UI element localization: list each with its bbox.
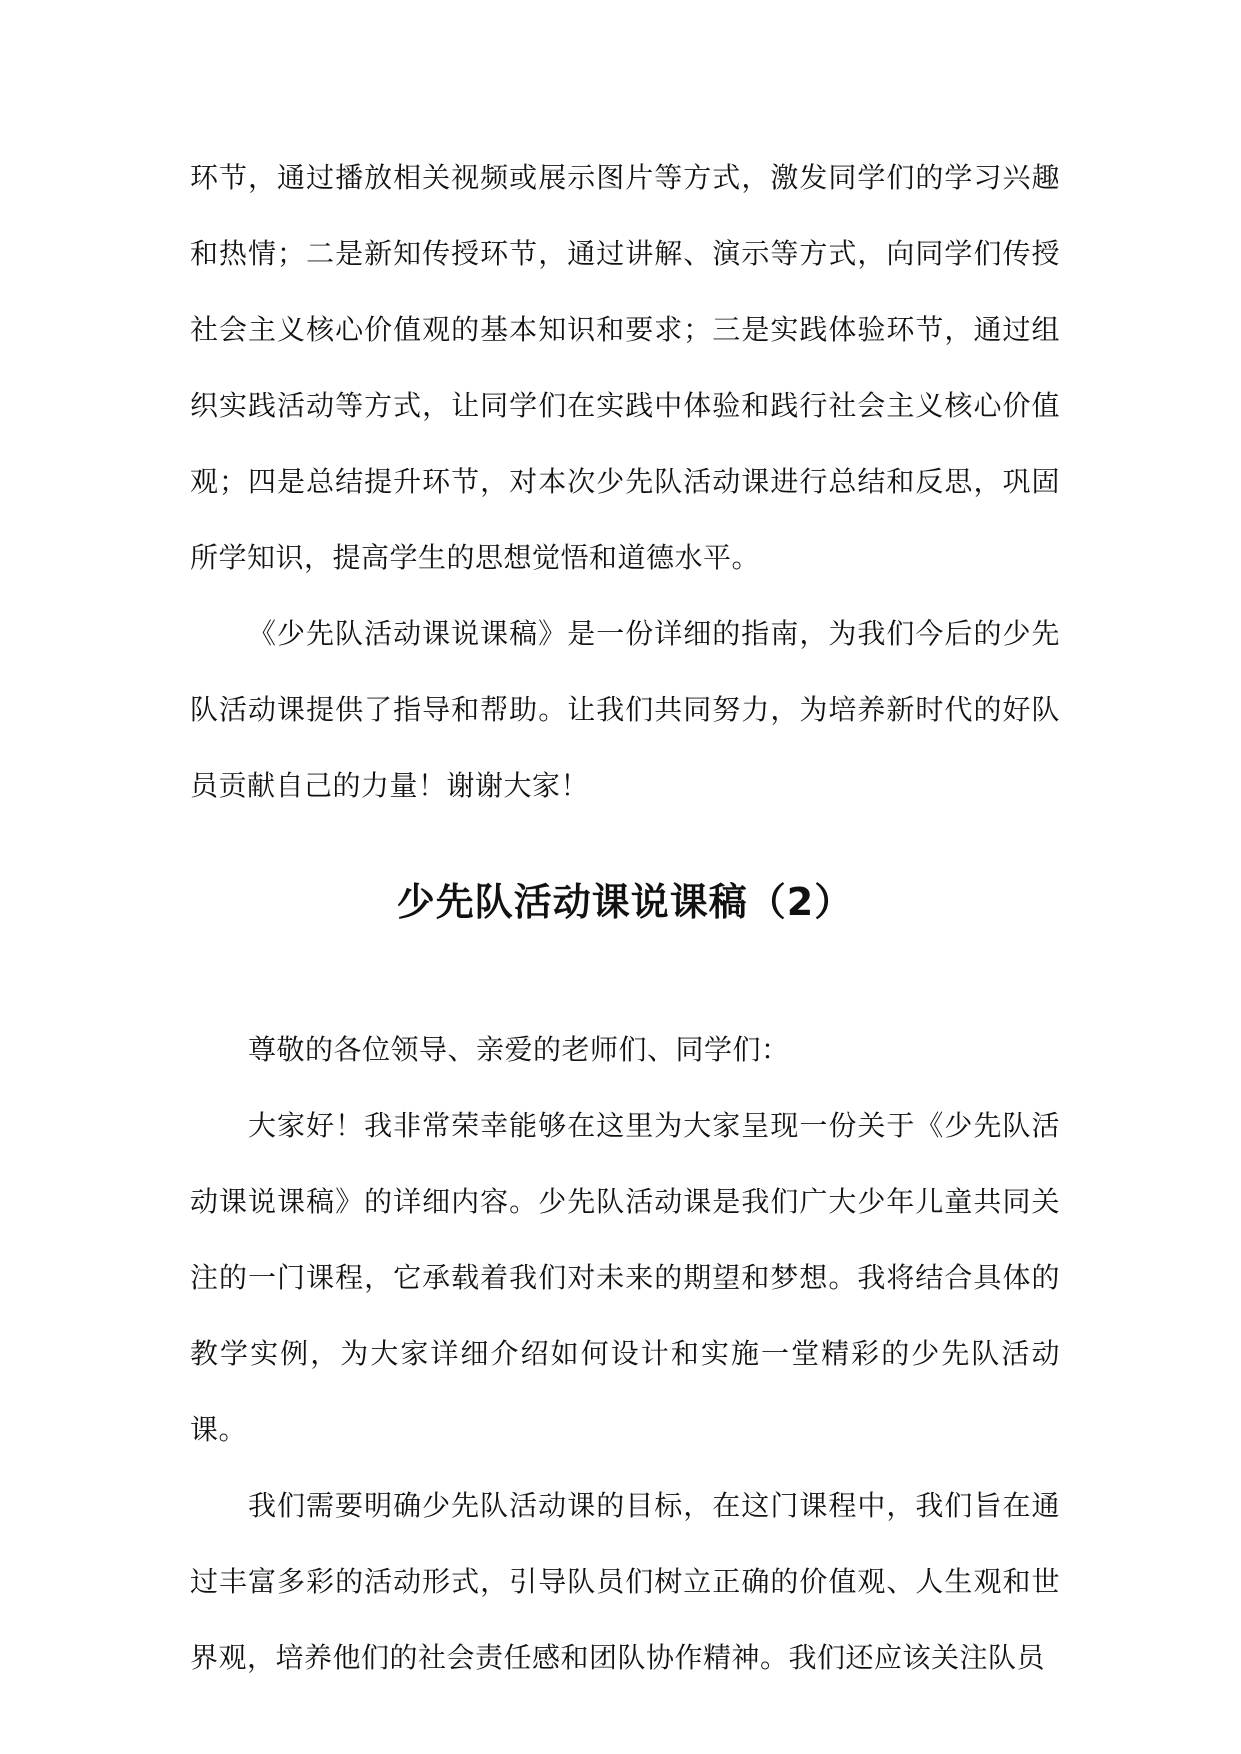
paragraph-salutation: 尊敬的各位领导、亲爱的老师们、同学们： — [248, 1033, 790, 1066]
paragraph-intro: 大家好！我非常荣幸能够在这里为大家呈现一份关于《少先队活动课说课稿》的详细内容。少先队活动课是我们广大少年儿童共同关注的一门课程，它承载着我们对未来的期望和梦想。我将结合具体的教学实例，为大家详细介绍如何设计和实施一堂精彩的少先队活动课。 — [190, 1109, 1060, 1446]
section-2 — [190, 862, 1060, 1696]
paragraph-conclusion: 《少先队活动课说课稿》是一份详细的指南，为我们今后的少先队活动课提供了指导和帮助。让我们共同努力，为培养新时代的好队员贡献自己的力量！谢谢大家！ — [190, 617, 1060, 802]
paragraph-goals: 我们需要明确少先队活动课的目标，在这门课程中，我们旨在通过丰富多彩的活动形式，引导队员们树立正确的价值观、人生观和世界观，培养他们的社会责任感和团队协作精神。我们还应该关注队员 — [190, 1489, 1060, 1674]
paragraph-continuation: 环节，通过播放相关视频或展示图片等方式，激发同学们的学习兴趣和热情；二是新知传授环节，通过讲解、演示等方式，向同学们传授社会主义核心价值观的基本知识和要求；三是实践体验环节，通过组织实践活动等方式，让同学们在实践中体验和践行社会主义核心价值观；四是总结提升环节，对本次少先队活动课进行总结和反思，巩固所学知识，提高学生的思想觉悟和道德水平。 — [190, 161, 1060, 574]
section-title: 少先队活动课说课稿（2） — [396, 880, 854, 924]
document-page — [190, 140, 1060, 1696]
section-1 — [190, 140, 1060, 824]
